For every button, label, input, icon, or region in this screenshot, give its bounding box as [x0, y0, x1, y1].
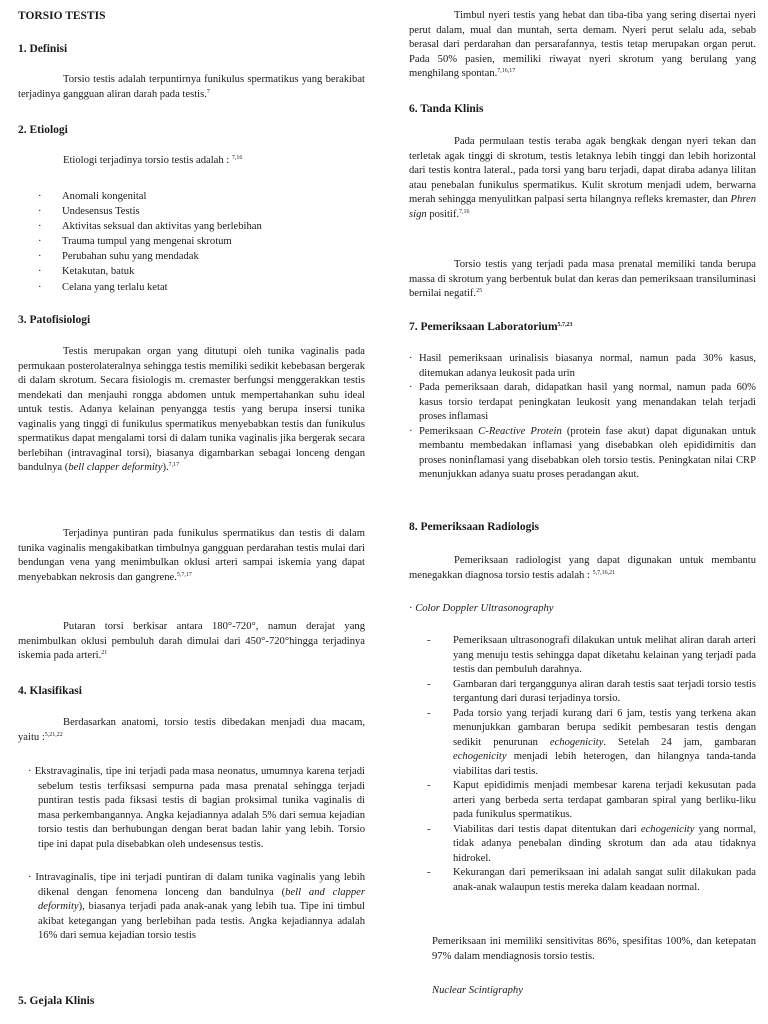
doppler-subheading: · Color Doppler Ultrasonography — [409, 603, 554, 614]
sensitivity-paragraph: Pemeriksaan ini memiliki sensitivitas 86%, spesifitas 100%, dan ketepatan 97% dalam mendiagnosis torsio testis. — [432, 936, 756, 962]
patofisiologi-paragraph-2: Terjadinya puntiran pada funikulus spermatikus dan testis di dalam tunika vaginalis mengakibatkan timbulnya gangguan perdarahan testis mulai dari bendungan vena yang menimbulkan oklusi arteri sampai iskemia yang dapat menyebabkan nekrosis dan gangrene.$^{5,7,17}$ — [18, 528, 365, 583]
list-item: · Hasil pemeriksaan urinalisis biasanya normal, namun pada 30% kasus, ditemukan adanya leukosit pada urin — [409, 353, 756, 379]
heading-tanda-klinis: 6. Tanda Klinis — [409, 103, 484, 115]
list-item: · Perubahan suhu yang mendadak — [18, 249, 365, 264]
laboratorium-list — [409, 352, 756, 483]
nuclear-scintigraphy-subheading: Nuclear Scintigraphy — [432, 985, 523, 996]
klasifikasi-intro: Berdasarkan anatomi, torsio testis dibedakan menjadi dua macam, yaitu :$^{5,21,22}$ — [18, 717, 365, 743]
heading-patofisiologi: 3. Patofisiologi — [18, 314, 91, 326]
ultrasonography-list — [427, 634, 757, 895]
heading-etiologi: 2. Etiologi — [18, 124, 68, 136]
list-item: · Undesensus Testis — [18, 204, 365, 219]
tanda-paragraph-1: Pada permulaan testis teraba agak bengkak dengan nyeri tekan dan terletak agak tinggi di skrotum, testis letaknya lebih tinggi dan lebih horizontal dari testis kontra lateral., pada torsi yang baru terjadi, dapat diraba adanya lilitan atau penebalan funikulus spermatikus. Kulit skrotum menjadi udem, berwarna merah sehingga menyulitkan palpasi serta hilangnya refleks kremaster, dan Phren sign positif.$^{7,16}$ — [409, 136, 756, 220]
list-item: - Pada torsio yang terjadi kurang dari 6 jam, testis yang terkena akan menunjukkan gambaran berupa sedikit pembesaran testis dengan sedikit penurunan echogenicity. Setelah 24 jam, gambaran echogenicity menjadi lebih heterogen, dan hilangnya tanda-tanda viabilitas dari testis. — [427, 707, 756, 777]
list-item: · Ekstravaginalis, tipe ini terjadi pada masa neonatus, umumnya karena terjadi sebelum testis terfiksasi sempurna pada masa prenatal sehingga terjadi puntiran testis pada fiksasi testis di bagian proksimal tunika vaginalis di masa perkembangannya. Angka kejadiannya adalah 5% dari semua kejadian torsio testis dan berhubungan dengan berat badan lahir yang lebih. Torsio tipe ini dapat pula disebabkan oleh undesensus testis. — [28, 766, 365, 850]
heading-radiologis: 8. Pemeriksaan Radiologis — [409, 521, 540, 533]
tanda-paragraph-2: Torsio testis yang terjadi pada masa prenatal memiliki tanda berupa massa di skrotum yang berbentuk bulat dan keras dan pemeriksaan transiluminasi bernilai negatif.$^{25}$ — [409, 259, 756, 299]
list-item: - Gambaran dari terganggunya aliran darah testis saat terjadi torsio testis tergantung dari durasi terjadinya torsio. — [427, 678, 756, 704]
list-item: · Aktivitas seksual dan aktivitas yang berlebihan — [18, 219, 365, 234]
etiologi-intro: Etiologi terjadinya torsio testis adalah : $^{7,16}$ — [63, 155, 243, 166]
list-item: · Anomali kongenital — [18, 189, 365, 204]
list-item: · Pada pemeriksaan darah, didapatkan hasil yang normal, namun pada 60% kasus torsio terdapat peningkatan leukosit yang menandakan telah terjadi proses inflamasi — [409, 382, 756, 422]
radiologis-intro: Pemeriksaan radiologist yang dapat digunakan untuk membantu menegakkan diagnosa torsio testis adalah : $^{5,7,16,21}$ — [409, 555, 756, 581]
patofisiologi-paragraph-3: Putaran torsi berkisar antara 180°-720°, namun derajat yang menimbulkan oklusi pembuluh darah dimulai dari 450°-720°hingga terjadinya iskemia pada arteri.$^{21}$ — [18, 621, 365, 661]
document-title: TORSIO TESTIS — [18, 10, 106, 22]
etiologi-list — [18, 189, 365, 295]
patofisiologi-paragraph-1: Testis merupakan organ yang ditutupi oleh tunika vaginalis pada permukaan posterolateralnya sehingga testis memiliki sedikit kebebasan bergerak di dalam skrotum. Secara fisiologis m. cremaster berfungsi menggerakkan testis mendekati dan menjauhi rongga abdomen untuk mempertahankan suhu ideal untuk testis. Adanya kelainan penyangga testis yang berupa insersi tunika vaginalis yang tinggi di funikulus spermatikus menyebabkan testis dan funikulus spermatikus dapat mengalami torsi di dalam tunika vaginalis jika bergerak secara berlebihan (intravaginal torsi), biasanya digambarkan sebagai lonceng dengan bandulnya (bell clapper deformity).$^{7,17}$ — [18, 346, 365, 473]
gejala-paragraph: Timbul nyeri testis yang hebat dan tiba-tiba yang sering disertai nyeri perut dalam, mual dan muntah, serta demam. Nyeri perut selalu ada, sebab berasal dari perdarahan dan persarafannya, testis tetap merupakan organ perut. Pada 50% pasien, memiliki riwayat nyeri skrotum yang berulang yang menghilang spontan.$^{7,16,17}$ — [409, 10, 756, 79]
list-item: - Pemeriksaan ultrasonografi dilakukan untuk melihat aliran darah arteri yang menuju testis sehingga dapat diketahu kelainan yang terjadi pada testis dan pembuluh darahnya. — [427, 635, 756, 675]
list-item: · Celana yang terlalu ketat — [18, 280, 365, 295]
list-item: · Pemeriksaan C-Reactive Protein (protein fase akut) dapat digunakan untuk membantu membedakan inflamasi yang disebabkan oleh epididimitis dan proses noninflamasi yang disebabkan oleh torsio testis. Peningkatan nilai CRP menunjukkan adanya suatu proses peradangan akut. — [409, 425, 756, 480]
heading-laboratorium: 7. Pemeriksaan Laboratorium$^{5,7,23}$ — [409, 321, 573, 333]
klasifikasi-list — [28, 765, 365, 944]
heading-definisi: 1. Definisi — [18, 43, 68, 55]
heading-gejala-klinis: 5. Gejala Klinis — [18, 995, 95, 1007]
list-item: · Ketakutan, batuk — [18, 264, 365, 279]
list-item: - Kekurangan dari pemeriksaan ini adalah sangat sulit dilakukan pada anak-anak walaupun testis mereka dalam keadaan normal. — [427, 867, 756, 893]
heading-klasifikasi: 4. Klasifikasi — [18, 685, 82, 697]
list-item: · Trauma tumpul yang mengenai skrotum — [18, 234, 365, 249]
list-item: - Kaput epididimis menjadi membesar karena terjadi kekusutan pada arteri yang berbeda serta terdapat gambaran spiral yang berliku-liku pada funikulus spermatikus. — [427, 780, 756, 820]
list-item: · Intravaginalis, tipe ini terjadi puntiran di dalam tunika vaginalis yang lebih dikenal dengan fenomena lonceng dan bandulnya (bell and clapper deformity), biasanya terjadi pada anak-anak yang lebih tua. Tipe ini timbul akibat ketegangan yang berlebihan pada testis. Angka kejadiannya adalah 16% dari semua kejadian torsio testis — [28, 872, 366, 941]
list-item: - Viabilitas dari testis dapat ditentukan dari echogenicity yang normal, tidak adanya penebalan dinding skrotum dan ada atau tidaknya hidrokel. — [427, 823, 757, 864]
definisi-paragraph: Torsio testis adalah terpuntirnya funikulus spermatikus yang berakibat terjadinya gangguan aliran darah pada testis.$^7$ — [18, 74, 365, 100]
